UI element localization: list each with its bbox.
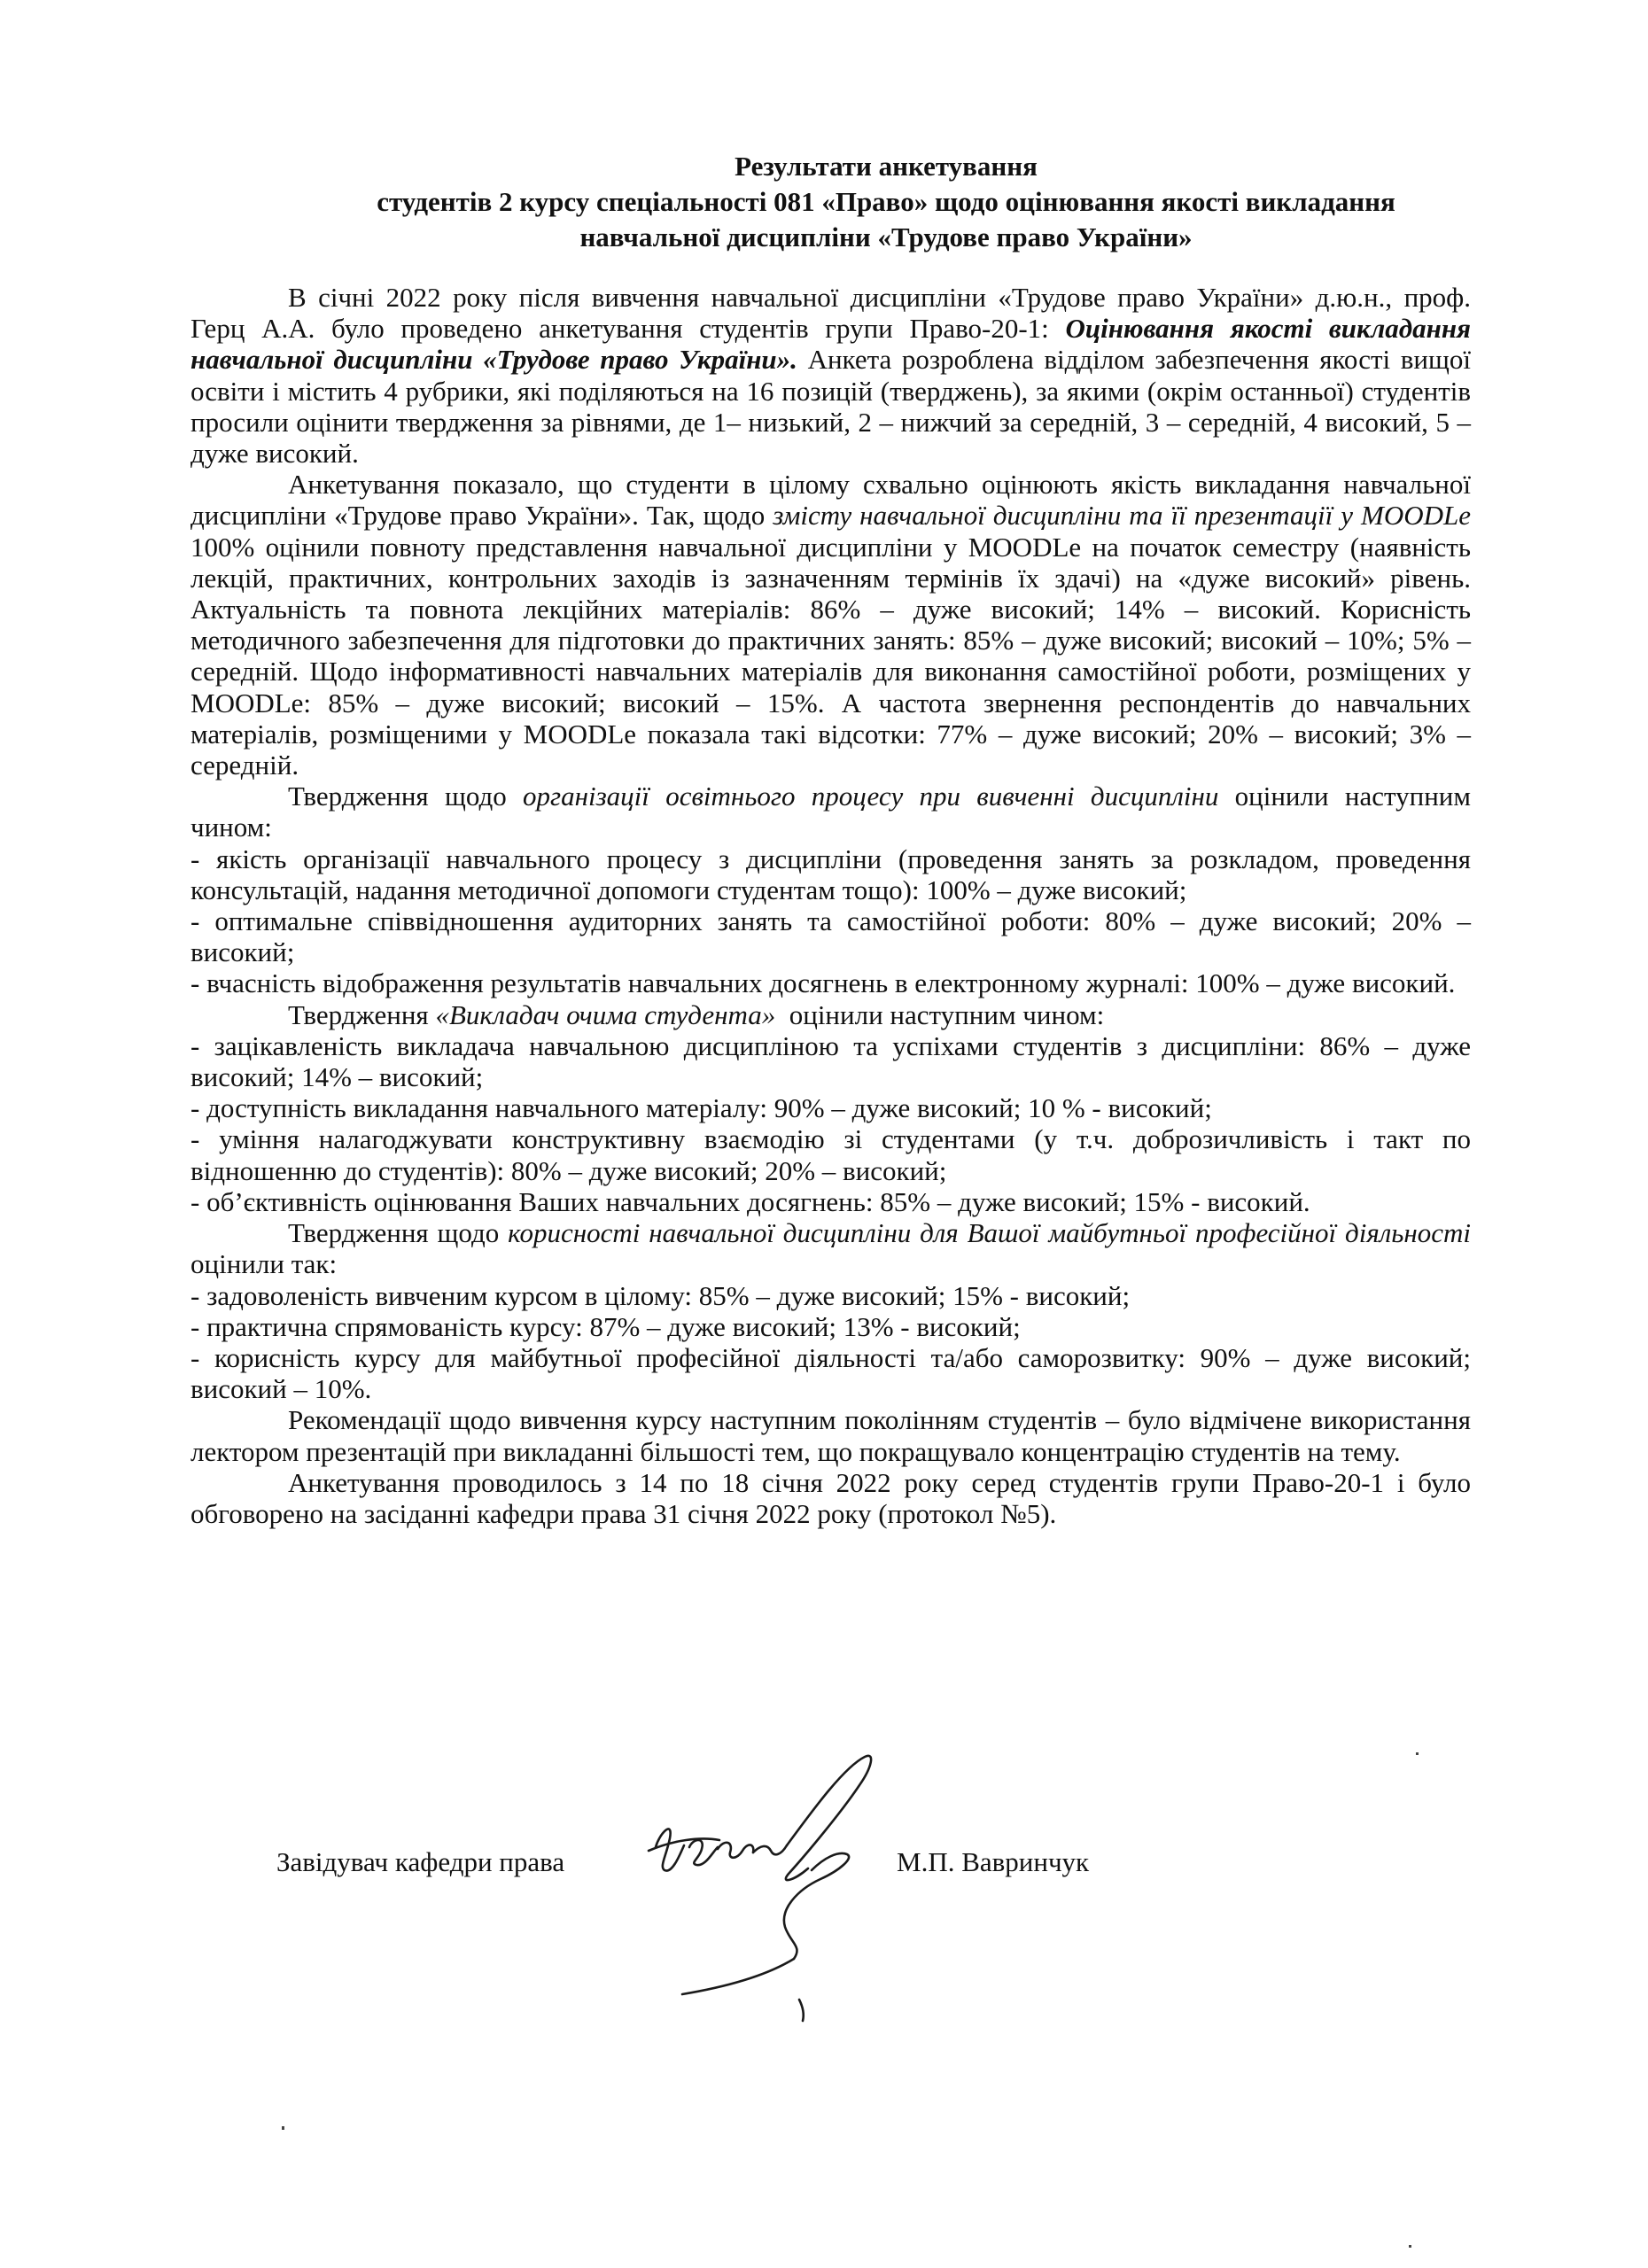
list-item: - вчасність відображення результатів навчальних досягнень в електронному журналі: 100% – дуже високий. <box>190 967 1456 999</box>
list-item: - практична спрямованість курсу: 87% – дуже високий; 13% - високий; <box>190 1310 1021 1342</box>
list-item: - доступність викладання навчального матеріалу: 90% – дуже високий; 10 % - високий; <box>190 1092 1212 1124</box>
signature-position: Завідувач кафедри права <box>276 1846 565 1877</box>
paragraph-recommendations: Рекомендації щодо вивчення курсу наступним поколінням студентів – було відмічене використання лектором презентацій при викладанні більшості тем, що покращувало концентрацію студентів на тему. <box>190 1404 1471 1467</box>
document-title <box>292 149 1480 255</box>
rubric-name: корисності навчальної дисципліни для Вашої майбутньої професійної діяльності <box>508 1217 1471 1249</box>
survey-name: Оцінювання якості викладання навчальної дисципліни «Трудове право України». <box>190 313 1471 376</box>
paragraph-text: Анкета розроблена відділом забезпечення якості вищої освіти і містить 4 рубрики, які поділяються на 16 позицій (тверджень), за якими (окрім останньої) студентів просили оцінити твердження за рівнями, де 1– низький, 2 – нижчий за середній, 3 – середній, 4 високий, 5 – дуже високий. <box>190 344 1471 470</box>
paragraph-content-results <box>190 469 1471 781</box>
paragraph-text: Твердження <box>288 998 436 1030</box>
title-line-1: Результати анкетування <box>735 151 1038 182</box>
paragraph-organization <box>190 781 1471 843</box>
signature-name: М.П. Вавринчук <box>897 1846 1090 1877</box>
paragraph-text: оцінили наступним чином: <box>190 781 1471 843</box>
list-item: - об’єктивність оцінювання Ваших навчальних досягнень: 85% – дуже високий; 15% - високий. <box>190 1185 1310 1217</box>
paragraph-usefulness <box>190 1217 1471 1279</box>
list-item: - зацікавленість викладача навчальною дисципліною та успіхами студентів з дисципліни: 86% – дуже високий; 14% – високий; <box>190 1029 1471 1093</box>
paragraph-text: оцінили так: <box>190 1248 338 1280</box>
paragraph-teacher <box>190 999 1471 1030</box>
list-item: - корисність курсу для майбутньої професійної діяльності та/або саморозвитку: 90% – дуже високий; високий – 10%. <box>190 1341 1471 1405</box>
paragraph-text: Твердження щодо <box>288 781 523 812</box>
scan-speck <box>1416 1752 1419 1755</box>
rubric-name: організації освітнього процесу при вивченні дисципліни <box>523 781 1219 812</box>
paragraph-text: оцінили наступним чином: <box>775 998 1105 1030</box>
paragraph-text: Твердження щодо <box>288 1217 509 1249</box>
list-item: - задоволеність вивченим курсом в цілому: 85% – дуже високий; 15% - високий; <box>190 1279 1131 1311</box>
paragraph-survey-dates: Анкетування проводилось з 14 по 18 січня 2022 року серед студентів групи Право-20-1 і було обговорено на засіданні кафедри права 31 січня 2022 року (протокол №5). <box>190 1466 1471 1529</box>
scan-speck <box>282 2126 284 2130</box>
list-item: - оптимальне співвідношення аудиторних занять та самостійної роботи: 80% – дуже високий; 20% – високий; <box>190 905 1471 968</box>
title-line-3: навчальної дисципліни «Трудове право України» <box>579 221 1193 252</box>
title-line-2: студентів 2 курсу спеціальності 081 «Право» щодо оцінювання якості викладання <box>377 186 1395 217</box>
paragraph-text: 100% оцінили повноту представлення навчальної дисципліни у MOODLe на початок семестру (наявність лекцій, практичних, контрольних заходів із зазначенням термінів їх здачі) на «дуже високий» рівень. Актуальність та повнота лекційних матеріалів: 86% – дуже високий; 14% – високий. Корисність методичного забезпечення для підготовки до практичних занять: 85% – дуже високий; високий – 10%; 5% – середній. Щодо інформативності навчальних матеріалів для виконання самостійної роботи, розміщених у MOODLe: 85% – дуже високий; високий – 15%. А частота звернення респондентів до навчальних матеріалів, розміщеними у MOODLe показала такі відсотки: 77% – дуже високий; 20% – високий; 3% – середній. <box>190 531 1471 781</box>
list-item: - уміння налагоджувати конструктивну взаємодію зі студентами (у т.ч. доброзичливість і такт по відношенню до студентів): 80% – дуже високий; 20% – високий; <box>190 1123 1471 1186</box>
paragraph-text: Анкетування показало, що студенти в цілому схвально оцінюють якість викладання навчальної дисципліни «Трудове право України». Так, щодо <box>190 469 1471 532</box>
document-body <box>190 282 1471 1529</box>
signature-block <box>276 1845 1251 1898</box>
paragraph-intro <box>190 282 1471 469</box>
list-item: - якість організації навчального процесу з дисципліни (проведення занять за розкладом, проведення консультацій, надання методичної допомоги студентам тощо): 100% – дуже високий; <box>190 843 1471 905</box>
scan-speck <box>1409 2245 1411 2248</box>
rubric-name: «Викладач очима студента» <box>435 998 776 1030</box>
rubric-name: змісту навчальної дисципліни та її презентації у MOODLe <box>773 500 1471 532</box>
paragraph-text: В січні 2022 року після вивчення навчальної дисципліни «Трудове право України» д.ю.н., проф. Герц А.А. було проведено анкетування студентів групи Право-20-1: <box>190 282 1471 345</box>
